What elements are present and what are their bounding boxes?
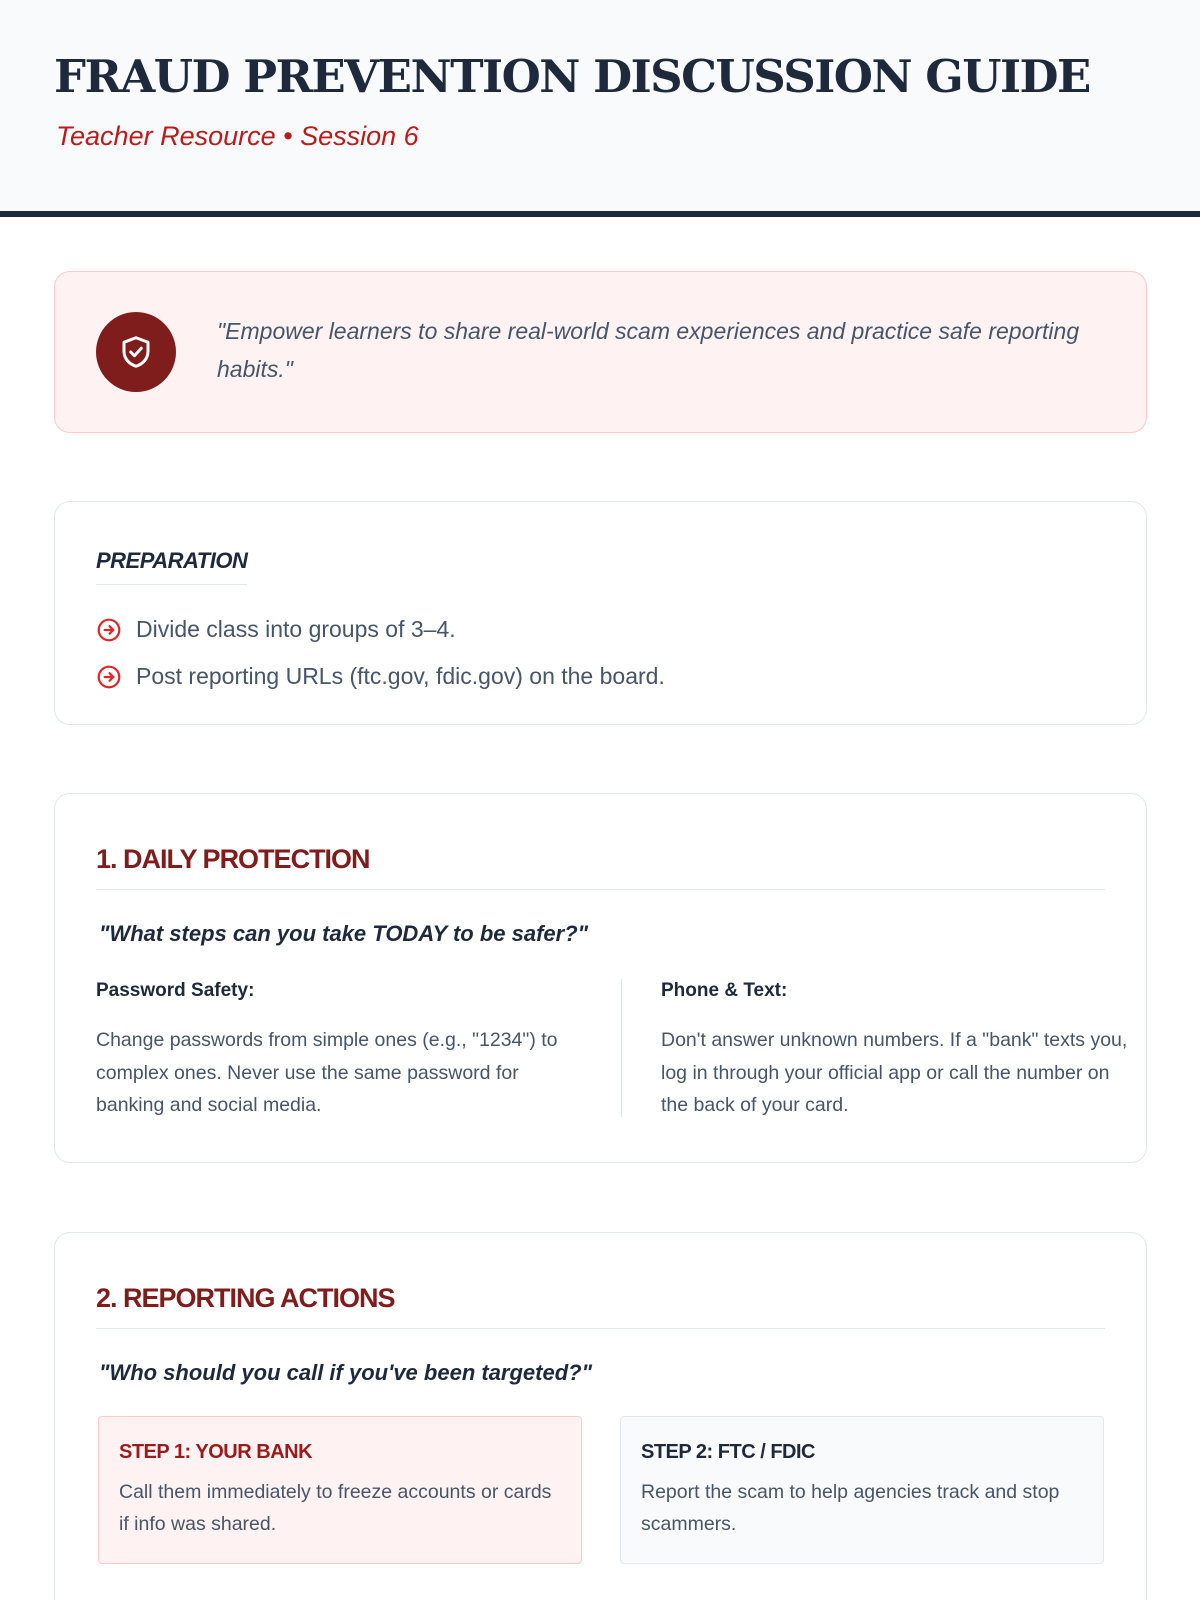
page-subtitle: Teacher Resource • Session 6	[56, 121, 419, 151]
step-body: Call them immediately to freeze accounts or cards if info was shared.	[119, 1481, 552, 1535]
step-title: STEP 2: FTC / FDIC	[641, 1441, 815, 1463]
column-divider	[621, 979, 622, 1117]
page-header	[0, 0, 1200, 217]
preparation-heading: PREPARATION	[96, 548, 247, 585]
column-heading: Phone & Text:	[661, 980, 788, 1001]
password-safety-column	[96, 980, 576, 1122]
section-divider	[96, 1328, 1105, 1329]
section-title: 2. REPORTING ACTIONS	[96, 1283, 395, 1313]
shield-check-icon	[96, 312, 176, 392]
preparation-list	[96, 606, 665, 700]
column-body: Don't answer unknown numbers. If a "bank" texts you, log in through your official app or call the number on the back of your card.	[661, 1029, 1128, 1116]
column-body: Change passwords from simple ones (e.g., "1234") to complex ones. Never use the same password for banking and social media.	[96, 1029, 558, 1116]
list-item-text: Post reporting URLs (ftc.gov, fdic.gov) on the board.	[136, 663, 665, 689]
intro-quote: "Empower learners to share real-world scam experiences and practice safe reporting habits."	[217, 318, 1080, 382]
section-question: "Who should you call if you've been targeted?"	[99, 1360, 593, 1385]
section-divider	[96, 889, 1105, 890]
arrow-right-circle-icon	[96, 617, 122, 643]
page-title: FRAUD PREVENTION DISCUSSION GUIDE	[54, 50, 1090, 103]
list-item	[96, 606, 665, 653]
step-2-box	[620, 1416, 1104, 1564]
section-title: 1. DAILY PROTECTION	[96, 844, 370, 874]
list-item	[96, 653, 665, 700]
arrow-right-circle-icon	[96, 664, 122, 690]
step-body: Report the scam to help agencies track and stop scammers.	[641, 1481, 1060, 1535]
step-1-box	[98, 1416, 582, 1564]
intro-quote-box	[54, 271, 1147, 433]
column-heading: Password Safety:	[96, 980, 255, 1001]
daily-protection-card	[54, 793, 1147, 1163]
list-item-text: Divide class into groups of 3–4.	[136, 616, 456, 642]
preparation-card	[54, 501, 1147, 725]
reporting-actions-card	[54, 1232, 1147, 1600]
step-title: STEP 1: YOUR BANK	[119, 1441, 313, 1463]
phone-text-column	[661, 980, 1141, 1122]
section-question: "What steps can you take TODAY to be safer?"	[99, 921, 589, 946]
